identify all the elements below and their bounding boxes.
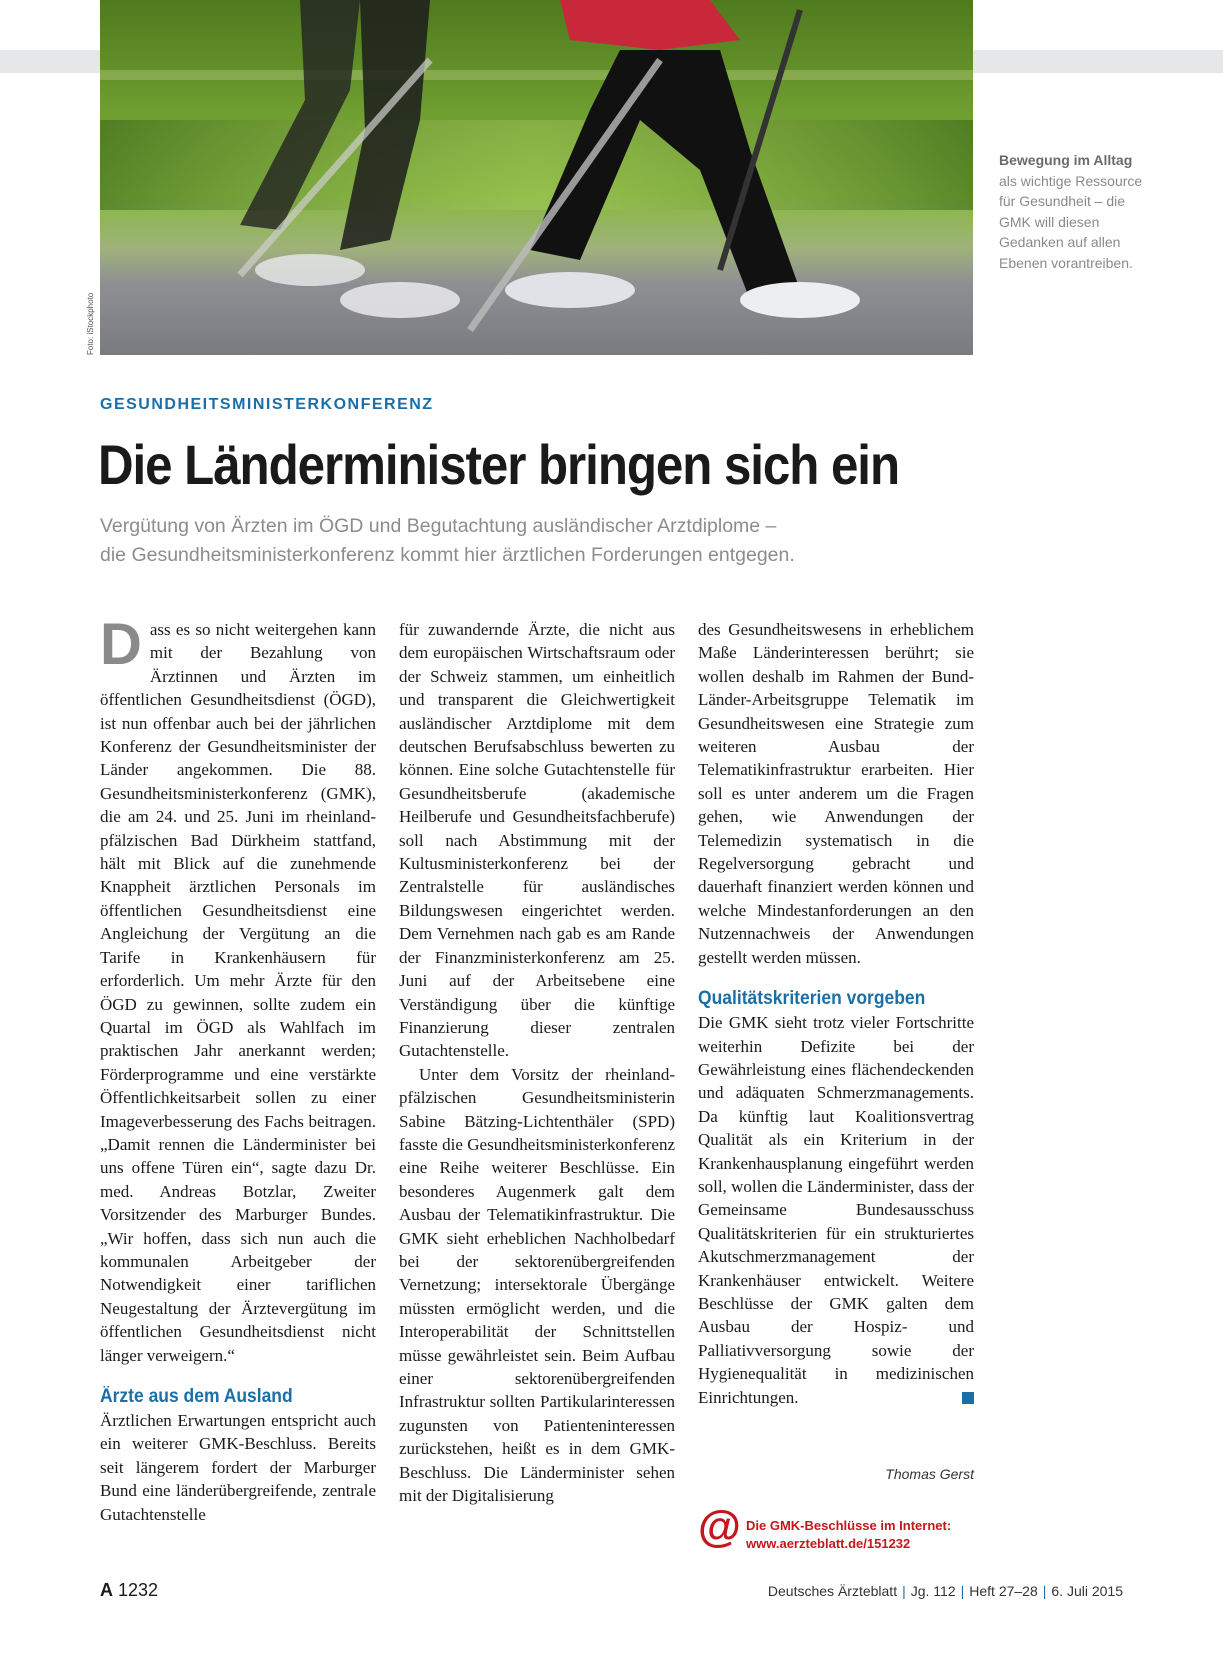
caption-title: Bewegung im Alltag xyxy=(999,152,1133,168)
paragraph-intro: ass es so nicht weitergehen kann mit der Bezahlung von Ärztinnen und Ärzten im öffentlichen Gesundheitsdienst (ÖGD), ist nun offenbar auch bei der jährlichen Konferenz der Gesundheitsminister der Länder angekommen. Die 88. Gesundheitsministerkonferenz (GMK), die am 24. und 25. Juni im rheinland-pfälzischen Bad Dürkheim stattfand, hält mit Blick auf die zunehmende Knappheit ärztlichen Personals im öffentlichen Gesundheitsdienst eine Angleichung der Vergütung an die Tarife in Krankenhäusern für erforderlich. Um mehr Ärzte für den ÖGD zu gewinnen, sollte zudem ein Quartal im ÖGD als Wahlfach im praktischen Jahr anerkannt werden; Förderprogramme und eine verstärkte Öffentlichkeitsarbeit sollen zu einer Imageverbesserung des Fachs beitragen. „Damit rennen die Länderminister bei uns offene Türen ein“, sagte dazu Dr. med. Andreas Botzlar, Zweiter Vorsitzender des Marburger Bundes. „Wir hoffen, dass sich nun auch die kommunalen Arbeitgeber der Notwendigkeit einer tariflichen Neugestaltung der Ärztevergütung im öffentlichen Gesundheitsdienst nicht länger verweigern.“ xyxy=(100,620,376,1365)
internet-hint-box[interactable] xyxy=(698,1502,998,1558)
paragraph-telematik-cont: des Gesundheitswesens in erheblichem Maße Länderinteressen berührt; sie wollen deshalb im Rahmen der Bund-Länder-Arbeitsgruppe Telematik im Gesundheitswesen eine Strategie zum weiteren Ausbau der Telematikinfrastruktur erarbeiten. Hier soll es unter anderem um die Fragen gehen, wie Anwendungen der Telemedizin systematisch in die Regelversorgung gebracht und dauerhaft finanziert werden können und welche Mindestanforderungen an den Nutzennachweis der Anwendungen gestellt werden müssen. xyxy=(698,620,974,967)
author-byline: Thomas Gerst xyxy=(885,1466,974,1482)
article-column-1 xyxy=(100,612,376,1526)
at-icon: @ xyxy=(698,1502,741,1551)
footer-separator: | xyxy=(902,1583,906,1599)
drop-cap: D xyxy=(100,612,142,677)
photo-illustration xyxy=(100,0,973,355)
footer-journal: Deutsches Ärzteblatt xyxy=(767,1583,898,1599)
paragraph-telematik-start: Unter dem Vorsitz der rheinland-pfälzischen Gesundheitsministerin Sabine Bätzing-Lichtenthäler (SPD) fasste die Gesundheitsministerkonferenz eine Reihe weiterer Beschlüsse. Ein besonderes Augenmerk galt dem Ausbau der Telematikinfrastruktur. Die GMK sieht erheblichen Nachholbedarf bei der sektorenübergreifenden Vernetzung; intersektorale Übergänge müssten ermöglicht werden, und die Interoperabilität der Schnittstellen müsse gewährleistet sein. Beim Aufbau einer sektorenübergreifenden Infrastruktur sollten Partikularinteressen zugunsten von Patienteninteressen zurückstehen, heißt es in dem GMK-Beschluss. Die Länderminister sehen mit der Digitalisierung xyxy=(399,1064,675,1506)
paragraph-ausland-cont: für zuwandernde Ärzte, die nicht aus dem europäischen Wirtschaftsraum oder der Schweiz stammen, um einheitlich und transparent die Gleichwertigkeit ausländischer Arztdiplome mit dem deutschen Berufsabschluss bewerten zu können. Eine solche Gutachtenstelle für Gesundheitsberufe (akademische Heilberufe und Gesundheitsfachberufe) soll nach Abstimmung mit der Kultusministerkonferenz bei der Zentralstelle für ausländisches Bildungswesen eingerichtet werden. Dem Vernehmen nach gab es am Rande der Finanzministerkonferenz am 25. Juni auf der Arbeitsebene eine Verständigung über die künftige Finanzierung dieser zentralen Gutachtenstelle. xyxy=(399,620,675,1061)
photo-caption xyxy=(999,150,1149,273)
photo-credit: Foto: iStockphoto xyxy=(86,292,95,355)
folio-prefix: A xyxy=(100,1580,113,1600)
subheading-qualitaet: Qualitätskriterien vorgeben xyxy=(698,988,926,1010)
deck-line-2: die Gesundheitsministerkonferenz kommt hier ärztlichen Forderungen entgegen. xyxy=(100,544,795,566)
paragraph-qualitaet: Die GMK sieht trotz vieler Fortschritte weiterhin Defizite bei der Gewährleistung eines flächendeckenden und adäquaten Schmerzmanagements. Da künftig laut Koalitionsvertrag Qualität als ein Kriterium in der Krankenhausplanung eingeführt werden soll, wollen die Länderminister, dass der Gemeinsame Bundesausschuss Qualitätskriterien für ein strukturiertes Akutschmerzmanagement der Krankenhäuser entwickelt. Weitere Beschlüsse der GMK galten dem Ausbau der Hospiz- und Palliativversorgung sowie der Hygienequalität in medizinischen Einrichtungen. xyxy=(698,1013,974,1407)
deck-line-1: Vergütung von Ärzten im ÖGD und Begutachtung ausländischer Arztdiplome – xyxy=(100,515,777,537)
folio-number: 1232 xyxy=(118,1580,159,1600)
kicker: GESUNDHEITSMINISTERKONFERENZ xyxy=(100,396,434,413)
deck xyxy=(100,512,1000,570)
internet-hint-label: Die GMK-Beschlüsse im Internet: xyxy=(746,1518,952,1533)
article-column-2 xyxy=(399,618,675,1507)
footer-separator: | xyxy=(960,1583,965,1599)
footer-volume: Jg. 112 xyxy=(910,1583,956,1599)
caption-text: als wichtige Ressource für Gesundheit – die GMK will diesen Gedanken auf allen Ebenen vorantreiben. xyxy=(999,172,1143,271)
internet-hint-link[interactable]: www.aerzteblatt.de/151232 xyxy=(746,1536,911,1551)
article-column-3 xyxy=(698,618,974,1409)
footer-separator: | xyxy=(1042,1583,1047,1599)
headline: Die Länderminister bringen sich ein xyxy=(98,433,900,496)
subheading-ausland: Ärzte aus dem Ausland xyxy=(100,1386,293,1407)
end-mark-square xyxy=(962,1392,974,1404)
page-folio xyxy=(100,1580,158,1601)
footer-date: 6. Juli 2015 xyxy=(1051,1583,1123,1599)
paragraph-ausland-start: Ärztlichen Erwartungen entspricht auch ein weiterer GMK-Beschluss. Bereits seit längerem fordert der Marburger Bund eine länderübergreifende, zentrale Gutachtenstelle xyxy=(100,1411,376,1524)
footer-issue: Heft 27–28 xyxy=(969,1583,1038,1599)
journal-footer xyxy=(768,1583,1123,1599)
nordic-walking-photo xyxy=(100,0,973,355)
